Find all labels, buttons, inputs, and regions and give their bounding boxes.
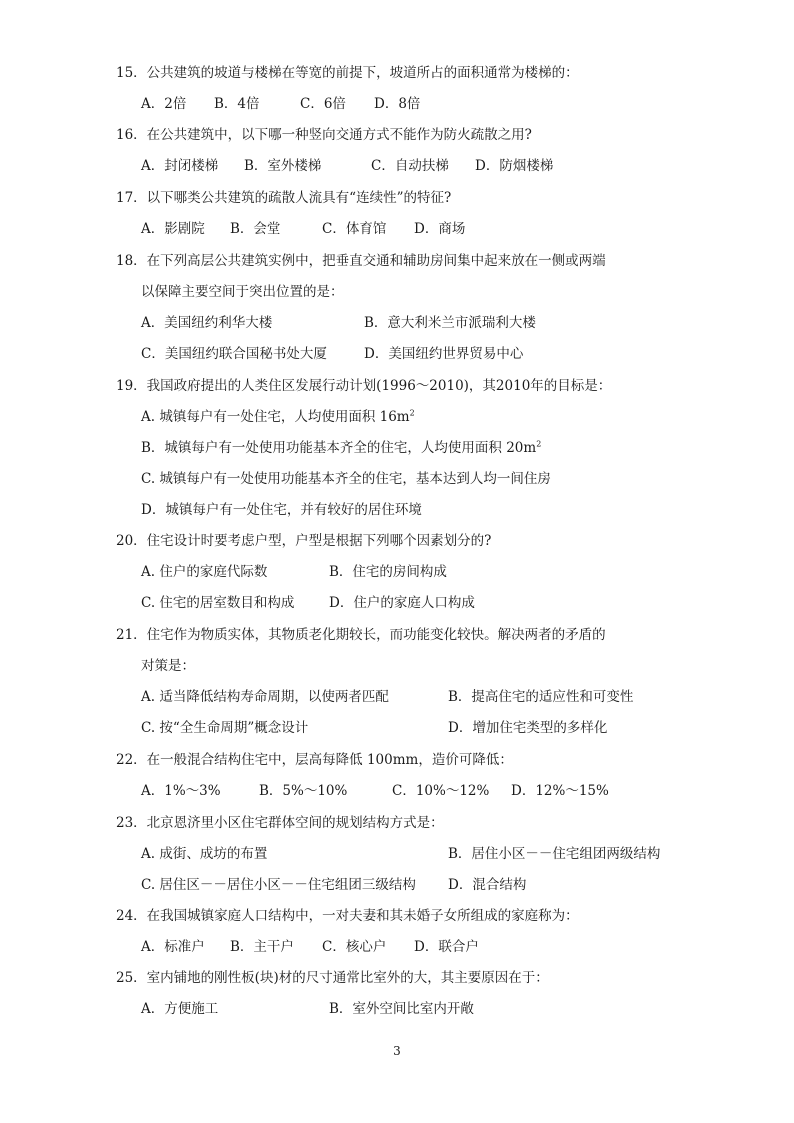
question-19-option-a	[141, 408, 415, 426]
question-16-option-d: D．防烟楼梯	[475, 158, 554, 174]
question-19-option-a-text: A. 城镇每户有一处住宅，人均使用面积 16m	[141, 409, 410, 425]
question-20-option-a: A. 住户的家庭代际数	[141, 564, 268, 580]
question-15-option-a: A．2倍	[141, 96, 187, 112]
question-24-option-a: A．标准户	[141, 939, 205, 955]
question-25-option-a: A．方便施工	[141, 1001, 219, 1017]
question-21-option-b: B．提高住宅的适应性和可变性	[448, 689, 634, 705]
question-17-option-a: A．影剧院	[141, 221, 205, 237]
question-17-stem: 17．以下哪类公共建筑的疏散人流具有“连续性”的特征?	[116, 190, 452, 206]
question-19-option-b-text: B．城镇每户有一处使用功能基本齐全的住宅，人均使用面积 20m	[141, 440, 537, 456]
superscript: 2	[536, 439, 542, 449]
question-21-option-d: D．增加住宅类型的多样化	[448, 720, 608, 736]
question-19-option-b	[141, 439, 541, 457]
question-22-option-a: A．1%～3%	[141, 783, 221, 799]
question-22-option-c: C．10%～12%	[392, 783, 490, 799]
question-23-option-d: D．混合结构	[448, 877, 527, 893]
question-15-option-d: D．8倍	[374, 96, 421, 112]
question-22-option-b: B．5%～10%	[259, 783, 348, 799]
question-24-option-d: D．联合户	[414, 939, 479, 955]
question-16-stem: 16．在公共建筑中，以下哪一种竖向交通方式不能作为防火疏散之用?	[116, 127, 532, 143]
question-17-option-d: D．商场	[414, 221, 466, 237]
question-21-option-a: A. 适当降低结构寿命周期，以使两者匹配	[141, 689, 389, 705]
question-15-stem: 15．公共建筑的坡道与楼梯在等宽的前提下，坡道所占的面积通常为楼梯的：	[116, 65, 579, 81]
question-23-stem: 23．北京恩济里小区住宅群体空间的规划结构方式是：	[116, 815, 444, 831]
question-24-option-c: C．核心户	[322, 939, 387, 955]
question-18-option-c: C．美国纽约联合国秘书处大厦	[141, 346, 327, 362]
question-23-option-a: A. 成街、成坊的布置	[141, 846, 268, 862]
question-21-stem-line-1: 21．住宅作为物质实体，其物质老化期较长，而功能变化较快。解决两者的矛盾的	[116, 627, 606, 643]
question-19-option-c: C. 城镇每户有一处使用功能基本齐全的住宅，基本达到人均一间住房	[141, 471, 551, 487]
question-20-option-b: B．住宅的房间构成	[329, 564, 447, 580]
question-22-option-d: D．12%～15%	[511, 783, 609, 799]
question-15-option-b: B．4倍	[214, 96, 260, 112]
question-23-option-b: B．居住小区－－住宅组团两级结构	[448, 846, 661, 862]
question-16-option-b: B．室外楼梯	[244, 158, 322, 174]
question-15-option-c: C．6倍	[300, 96, 346, 112]
question-23-option-c: C. 居住区－－居住小区－－住宅组团三级结构	[141, 877, 416, 893]
question-16-option-c: C．自动扶梯	[371, 158, 449, 174]
question-18-option-a: A．美国纽约利华大楼	[141, 315, 273, 331]
superscript: 2	[409, 408, 415, 418]
question-19-stem: 19．我国政府提出的人类住区发展行动计划(1996～2010)，其2010年的目标是：	[116, 378, 612, 394]
question-25-stem: 25．室内铺地的刚性板(块)材的尺寸通常比室外的大，其主要原因在于：	[116, 970, 549, 986]
question-17-option-c: C．体育馆	[322, 221, 387, 237]
question-20-stem: 20．住宅设计时要考虑户型，户型是根据下列哪个因素划分的?	[116, 533, 492, 549]
question-18-stem-line-1: 18．在下列高层公共建筑实例中，把垂直交通和辅助房间集中起来放在一侧或两端	[116, 253, 606, 269]
question-21-stem-line-2: 对策是：	[141, 658, 195, 674]
question-18-option-d: D．美国纽约世界贸易中心	[364, 346, 524, 362]
question-24-option-b: B．主干户	[230, 939, 294, 955]
question-22-stem: 22．在一般混合结构住宅中，层高每降低 100mm，造价可降低：	[116, 752, 513, 768]
question-20-option-d: D．住户的家庭人口构成	[329, 595, 475, 611]
question-19-option-d: D．城镇每户有一处住宅，并有较好的居住环境	[141, 502, 422, 518]
question-17-option-b: B．会堂	[230, 221, 281, 237]
question-16-option-a: A．封闭楼梯	[141, 158, 219, 174]
question-18-stem-line-2: 以保障主要空间于突出位置的是：	[141, 284, 344, 300]
question-21-option-c: C. 按“全生命周期”概念设计	[141, 720, 309, 736]
question-25-option-b: B．室外空间比室内开敞	[329, 1001, 474, 1017]
page-number: 3	[393, 1044, 401, 1058]
question-18-option-b: B．意大利米兰市派瑞利大楼	[364, 315, 536, 331]
question-20-option-c: C. 住宅的居室数目和构成	[141, 595, 295, 611]
question-24-stem: 24．在我国城镇家庭人口结构中，一对夫妻和其未婚子女所组成的家庭称为：	[116, 908, 579, 924]
